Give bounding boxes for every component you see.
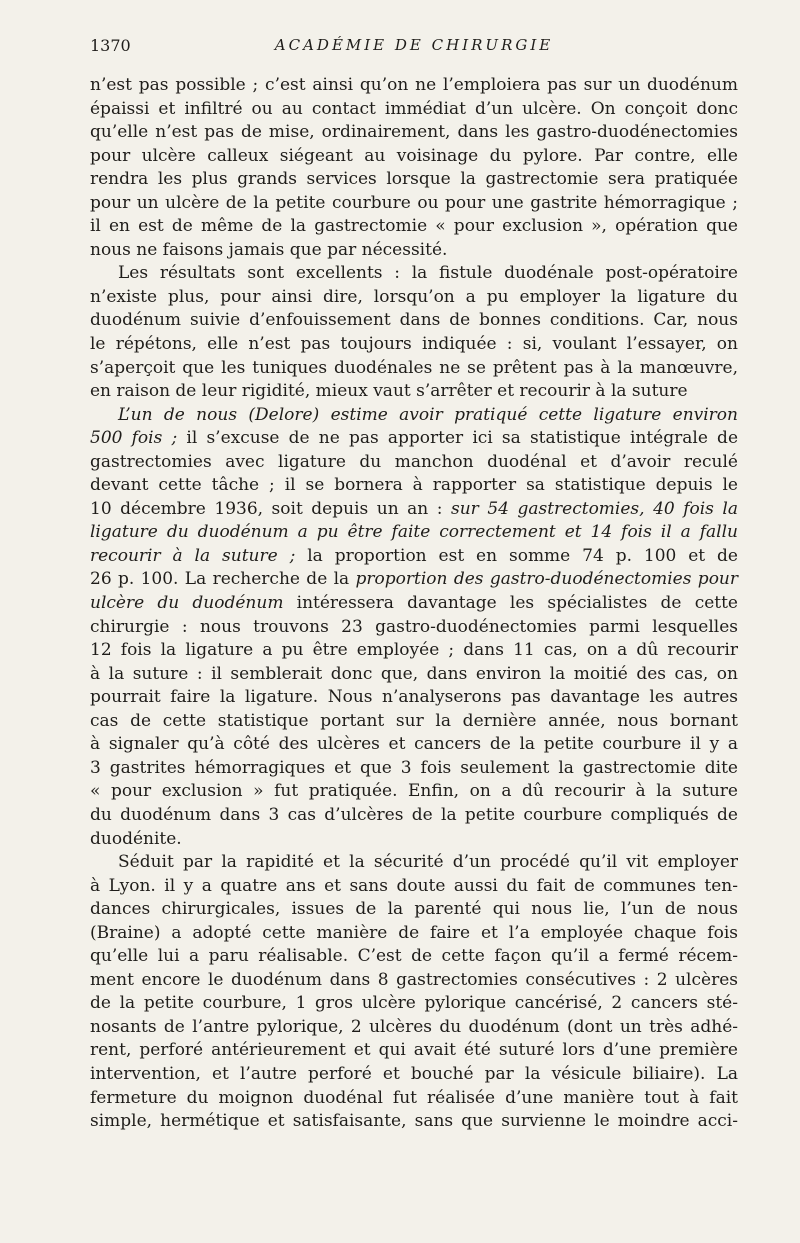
- text-line: du duodénum dans 3 cas d’ulcères de la petite courbure compliqués de: [90, 804, 738, 825]
- text-line: « pour exclusion » fut pratiquée. Enfin, on a dû recourir à la suture: [90, 781, 738, 802]
- text-line: [90, 404, 738, 428]
- text-line: [90, 427, 738, 451]
- italic-text: ligature du duodénum a pu être faite correctement et 14 fois il a fallu: [90, 522, 738, 543]
- text-line: (Braine) a adopté cette manière de faire et l’a employée chaque fois: [90, 922, 738, 943]
- italic-text: 500 fois ;: [90, 428, 178, 449]
- body-text: [90, 74, 738, 1134]
- text-line: nous ne faisons jamais que par nécessité.: [90, 239, 448, 260]
- text-line: rent, perforé antérieurement et qui avait été suturé lors d’une première: [90, 1040, 738, 1061]
- text-line: 12 fois la ligature a pu être employée ; dans 11 cas, on a dû recourir: [90, 640, 738, 661]
- text-line: [90, 592, 738, 616]
- text-line: [90, 568, 738, 592]
- text-line: Séduit par la rapidité et la sécurité d’un procédé qu’il vit employer: [118, 852, 738, 873]
- text-line: gastrectomies avec ligature du manchon duodénal et d’avoir reculé: [90, 451, 738, 472]
- italic-text: proportion des gastro-duodénectomies pour: [355, 569, 738, 590]
- text-line: chirurgie : nous trouvons 23 gastro-duodénectomies parmi lesquelles: [90, 616, 738, 637]
- italic-text: recourir à la suture ;: [90, 545, 296, 566]
- text-line: n’existe plus, pour ainsi dire, lorsqu’on a pu employer la ligature du: [90, 286, 738, 307]
- roman-text: 10 décembre 1936, soit depuis un an :: [90, 498, 451, 519]
- text-line: duodénite.: [90, 828, 182, 849]
- page-number: 1370: [90, 36, 131, 55]
- text-line: fermeture du moignon duodénal fut réalisée d’une manière tout à fait: [90, 1087, 738, 1108]
- text-line: 3 gastrites hémorragiques et que 3 fois seulement la gastrectomie dite: [90, 757, 738, 778]
- page-header: [90, 36, 738, 60]
- text-line: le répétons, elle n’est pas toujours indiquée : si, voulant l’essayer, on: [90, 334, 738, 355]
- text-line: n’est pas possible ; c’est ainsi qu’on ne l’emploiera pas sur un duodénum: [90, 75, 738, 95]
- text-line: ment encore le duodénum dans 8 gastrectomies consécutives : 2 ulcères: [90, 969, 738, 990]
- text-line: intervention, et l’autre perforé et bouché par la vésicule biliaire). La: [90, 1063, 738, 1084]
- text-line: pourrait faire la ligature. Nous n’analyserons pas davantage les autres: [90, 687, 738, 708]
- italic-text: L’un de nous (Delore) estime avoir pratiqué cette ligature environ: [118, 404, 738, 425]
- text-line: qu’elle n’est pas de mise, ordinairement, dans les gastro-duodénectomies: [90, 122, 738, 143]
- running-title: ACADÉMIE DE CHIRURGIE: [274, 36, 554, 54]
- roman-text: 26 p. 100. La recherche de la: [90, 569, 356, 590]
- text-line: à Lyon. il y a quatre ans et sans doute aussi du fait de communes ten-: [90, 875, 738, 896]
- text-line: il en est de même de la gastrectomie « pour exclusion », opération que: [90, 216, 738, 237]
- text-line: à la suture : il semblerait donc que, dans environ la moitié des cas, on: [90, 663, 738, 684]
- roman-text: la proportion est en somme 74 p. 100 et de: [295, 545, 738, 566]
- text-line: de la petite courbure, 1 gros ulcère pylorique cancérisé, 2 cancers sté-: [90, 993, 738, 1014]
- text-line: pour un ulcère de la petite courbure ou pour une gastrite hémorragique ;: [90, 192, 738, 213]
- italic-text: ulcère du duodénum: [90, 593, 284, 614]
- text-line: pour ulcère calleux siégeant au voisinage du pylore. Par contre, elle: [90, 145, 738, 166]
- text-line: rendra les plus grands services lorsque la gastrectomie sera pratiquée: [90, 169, 738, 190]
- text-line: [90, 521, 738, 545]
- text-line: dances chirurgicales, issues de la parenté qui nous lie, l’un de nous: [90, 899, 738, 920]
- text-line: simple, hermétique et satisfaisante, sans que survienne le moindre acci-: [90, 1111, 738, 1132]
- text-line: en raison de leur rigidité, mieux vaut s’arrêter et recourir à la suture: [90, 381, 688, 402]
- text-line: à signaler qu’à côté des ulcères et cancers de la petite courbure il y a: [90, 734, 738, 755]
- text-line: devant cette tâche ; il se bornera à rapporter sa statistique depuis le: [90, 475, 738, 496]
- text-line: cas de cette statistique portant sur la dernière année, nous bornant: [90, 710, 738, 731]
- text-line: [90, 498, 738, 522]
- text-line: nosants de l’antre pylorique, 2 ulcères du duodénum (dont un très adhé-: [90, 1016, 738, 1037]
- text-line: [90, 545, 738, 569]
- text-line: s’aperçoit que les tuniques duodénales ne se prêtent pas à la manœuvre,: [90, 357, 738, 378]
- text-line: duodénum suivie d’enfouissement dans de bonnes conditions. Car, nous: [90, 310, 738, 331]
- roman-text: intéressera davantage les spécialistes de cette: [283, 593, 738, 614]
- text-line: Les résultats sont excellents : la fistule duodénale post-opératoire: [118, 263, 738, 284]
- text-line: épaissi et infiltré ou au contact immédiat d’un ulcère. On conçoit donc: [90, 98, 738, 119]
- roman-text: il s’excuse de ne pas apporter ici sa statistique intégrale de: [177, 428, 739, 449]
- italic-text: sur 54 gastrectomies, 40 fois la: [451, 498, 738, 519]
- text-line: qu’elle lui a paru réalisable. C’est de cette façon qu’il a fermé récem-: [90, 946, 738, 967]
